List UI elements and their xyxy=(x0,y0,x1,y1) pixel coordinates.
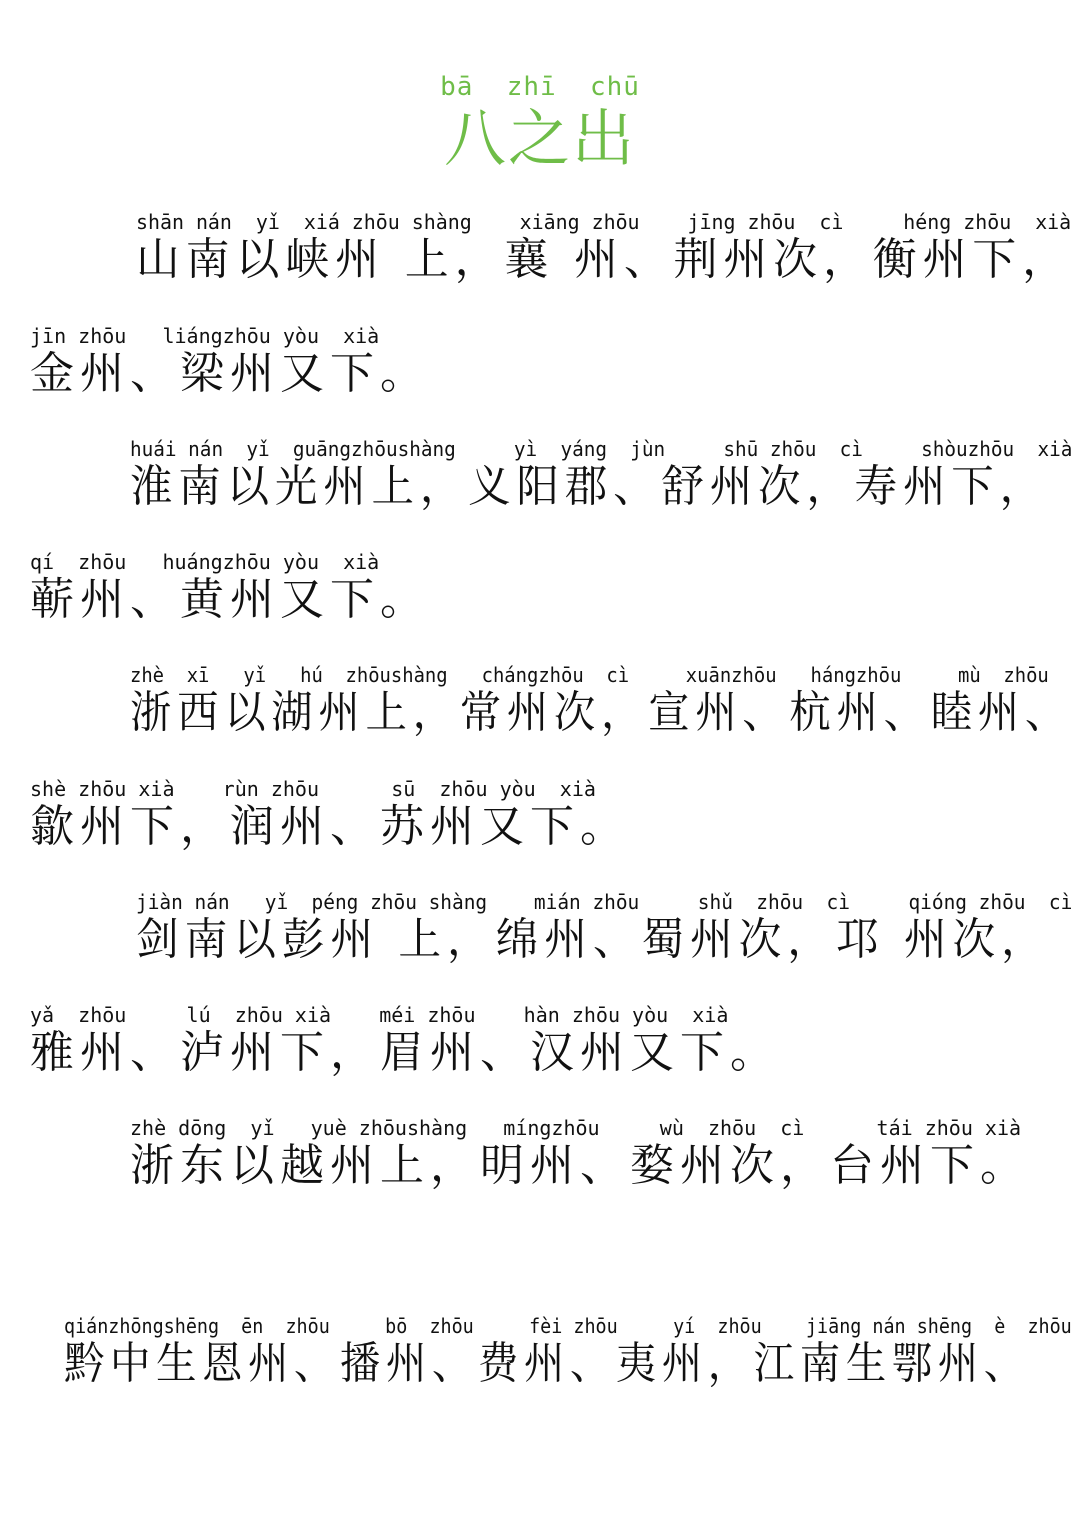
hanzi-line-3: 淮南以光州上，义阳郡、舒州次，寿州下， xyxy=(130,461,1048,512)
text-line-4 xyxy=(30,550,430,626)
hanzi-line-7: 剑南以彭州 上，绵州、蜀州次，邛 州次， xyxy=(136,914,1050,965)
hanzi-line-5: 浙西以湖州上，常州次，宣州、杭州、睦州、 xyxy=(130,687,1072,738)
title-hanzi: 八之出 xyxy=(443,102,636,175)
pinyin-line-3: huái nán yǐ guāngzhōushàng yì yáng jùn shū zhōu cì shòuzhōu xià xyxy=(130,437,1073,461)
pinyin-line-10: qiánzhōngshēng ēn zhōu bō zhōu fèi zhōu yí zhōu jiāng nán shēng è zhōu xyxy=(64,1314,1072,1338)
hanzi-line-8: 雅州、泸州下，眉州、汉州又下。 xyxy=(30,1027,780,1078)
text-line-8 xyxy=(30,1003,780,1079)
text-line-2 xyxy=(30,324,430,400)
text-line-1 xyxy=(136,210,1076,286)
title-pinyin: bā zhī chū xyxy=(440,72,640,102)
pinyin-line-2: jīn zhōu liángzhōu yòu xià xyxy=(30,324,380,348)
pinyin-line-8: yǎ zhōu lú zhōu xià méi zhōu hàn zhōu yòu xià xyxy=(30,1003,729,1027)
text-line-3 xyxy=(130,437,1080,513)
hanzi-line-4: 蕲州、黄州又下。 xyxy=(30,574,430,625)
text-line-10 xyxy=(64,1314,1080,1390)
hanzi-line-10: 黔中生恩州、播州、费州、夷州，江南生鄂州、 xyxy=(64,1338,1030,1389)
pinyin-line-1: shān nán yǐ xiá zhōu shàng xiāng zhōu jīng zhōu cì héng zhōu xià xyxy=(136,210,1072,234)
text-line-7 xyxy=(136,890,1080,966)
pinyin-line-9: zhè dōng yǐ yuè zhōushàng míngzhōu wù zhōu cì tái zhōu xià xyxy=(130,1116,1022,1140)
pinyin-line-7: jiàn nán yǐ péng zhōu shàng mián zhōu shǔ zhōu cì qióng zhōu cì xyxy=(136,890,1073,914)
pinyin-line-6: shè zhōu xià rùn zhōu sū zhōu yòu xià xyxy=(30,777,596,801)
pinyin-line-5: zhè xī yǐ hú zhōushàng chángzhōu cì xuānzhōu hángzhōu mù zhōu xyxy=(130,663,1049,687)
pinyin-line-4: qí zhōu huángzhōu yòu xià xyxy=(30,550,380,574)
hanzi-line-6: 歙州下，润州、苏州又下。 xyxy=(30,801,630,852)
text-line-9 xyxy=(130,1116,1030,1192)
hanzi-line-2: 金州、梁州又下。 xyxy=(30,348,430,399)
text-line-5 xyxy=(130,663,1080,739)
text-line-6 xyxy=(30,777,630,853)
title-block xyxy=(0,70,1080,174)
hanzi-line-1: 山南以峡州 上，襄 州、荆州次，衡州下， xyxy=(136,234,1072,285)
hanzi-line-9: 浙东以越州上，明州、婺州次，台州下。 xyxy=(130,1140,1030,1191)
